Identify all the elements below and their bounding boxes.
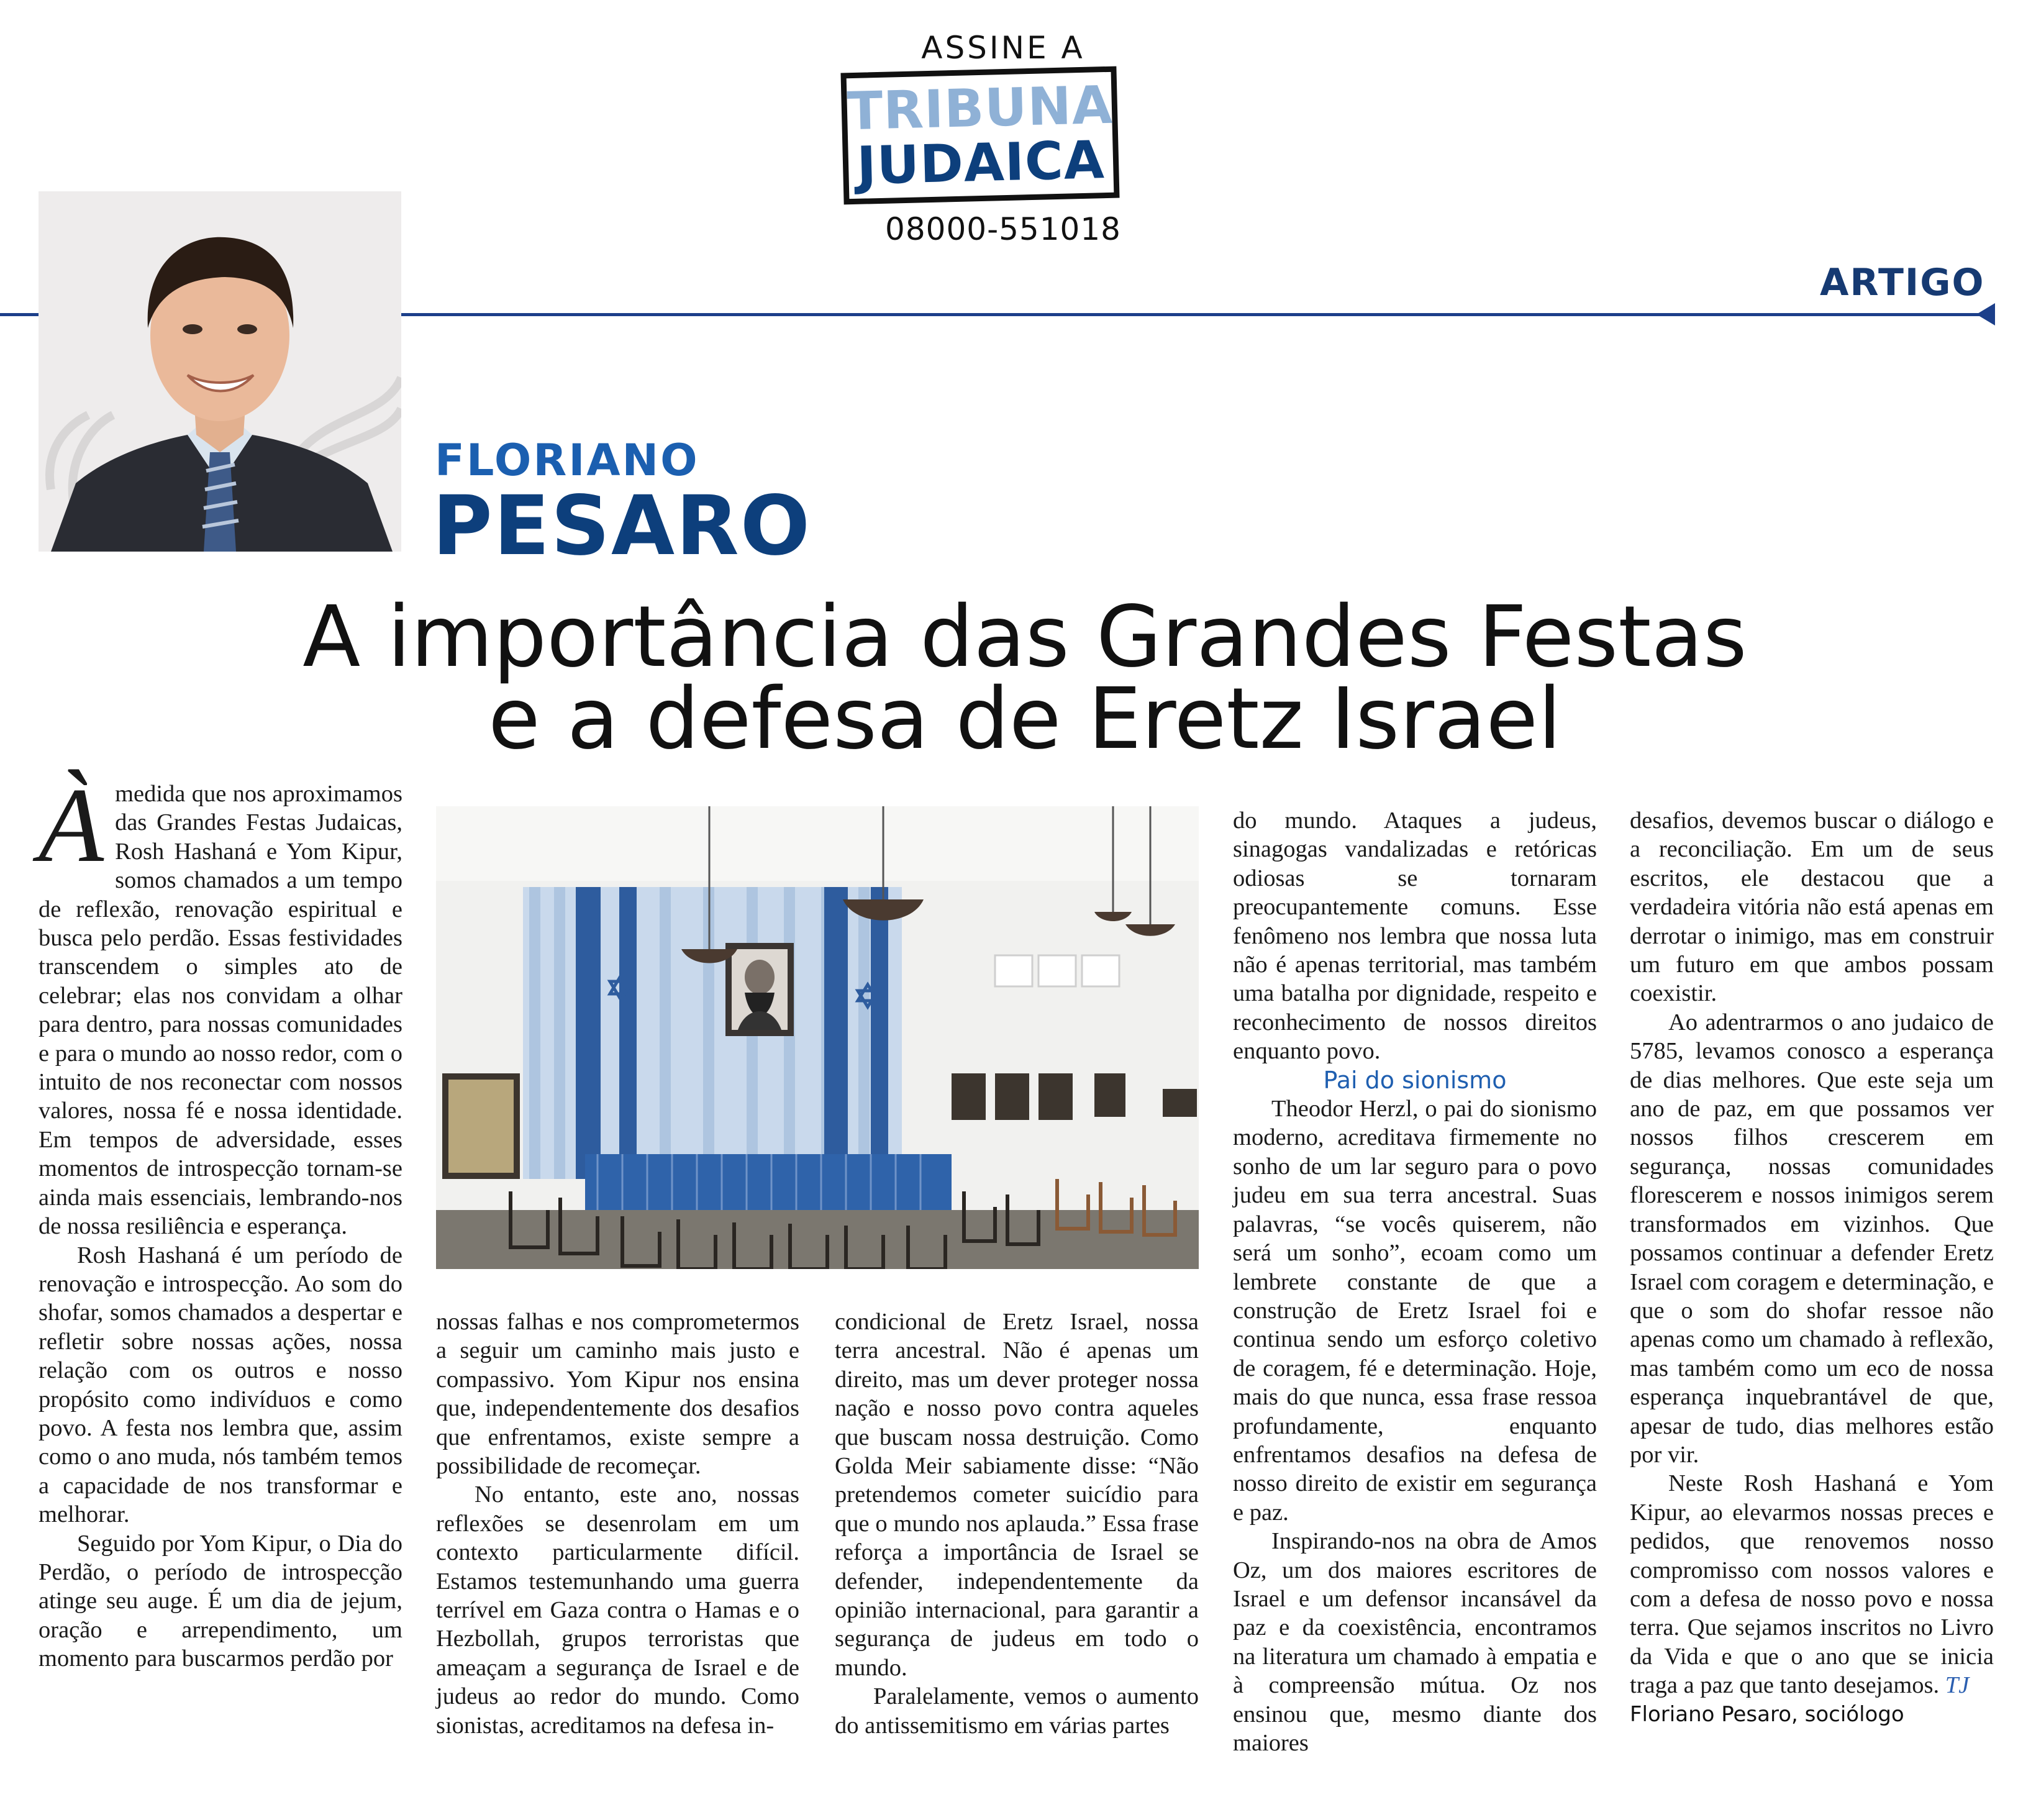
subscribe-prompt: ASSINE A	[921, 30, 1085, 66]
article-column-2	[436, 1308, 799, 1740]
subscription-phone[interactable]: 08000-551018	[885, 211, 1121, 247]
author-photo	[39, 191, 401, 552]
subheading: Pai do sionismo	[1323, 1066, 1507, 1094]
article-paragraph: Àmedida que nos aproximamos das Grandes Festas Judaicas, Rosh Hashaná e Yom Kipur, somos chamados a um tempo de reflexão, renovação espiritual e busca pelo perdão. Essas festividades transcendem o simples ato de celebrar; elas nos convidam a olhar para dentro, para nossas comunidades e para o mundo ao nosso redor, com o intuito de nos reconectar com nossos valores, nossa fé e nossa identidade. Em tempos de adversidade, esses momentos de introspecção tornam-se ainda mais essenciais, lembrando-nos de nossa resiliência e esperança.	[39, 767, 402, 1240]
article-paragraph: Ao adentrarmos o ano judaico de 5785, levamos conosco a esperança de dias melhores. Que este seja um ano de paz, em que possamos ver nossos filhos crescerem em segurança, nossas comunidades florescerem e nossos inimigos serem transformados em vizinhos. Que possamos continuar a defender Eretz Israel com coragem e determinação, e que o som do shofar ressoe não apenas como um chamado à reflexão, mas também como um eco de nossa esperança inquebrantável de que, apesar de tudo, dias melhores estão por vir.	[1630, 1009, 1994, 1468]
signoff-mark: TJ	[1945, 1672, 1970, 1699]
tribuna-judaica-logo[interactable]	[840, 66, 1119, 205]
headline-line-1: A importância das Grandes Festas	[302, 588, 1747, 686]
drop-cap: À	[39, 767, 104, 885]
portrait-frame-icon	[725, 943, 794, 1036]
logo-line-tribuna: TRIBUNA	[846, 74, 1114, 142]
logo-line-judaica: JUDAICA	[856, 129, 1106, 196]
article-headline	[124, 588, 1925, 768]
author-first-name: FLORIANO	[435, 435, 699, 486]
article-paragraph: Theodor Herzl, o pai do sionismo moderno, acreditava firmemente no sonho de um lar seguro para o povo judeu em sua terra ancestral. Suas palavras, “se vocês quiserem, não será um sonho”, ecoam como um lembrete constante de que a construção de Eretz Israel foi e continua sendo um esforço coletivo de coragem, fé e determinação. Hoje, mais do que nunca, essa frase ressoa profundamente, enquanto enfrentamos desafios na defesa de nosso direito de existir em segurança e paz.	[1233, 1096, 1597, 1526]
article-paragraph: nossas falhas e nos comprometermos a seguir um caminho mais justo e compassivo. Yom Kipur nos ensina que, independentemente dos desafios que enfrentamos, existe sempre a possibilidade de recomeçar.	[436, 1309, 799, 1480]
author-credit: Floriano Pesaro, sociólogo	[1630, 1701, 1904, 1727]
headline-line-2: e a defesa de Eretz Israel	[488, 670, 1561, 768]
article-paragraph: Inspirando-nos na obra de Amos Oz, um dos maiores escritores de Israel e um defensor incansável da paz e da coexistência, encontramos na literatura um chamado à empatia e à compreensão mútua. Oz nos ensinou que, mesmo diante dos maiores	[1233, 1528, 1597, 1756]
article-column-1	[39, 767, 402, 1673]
article-paragraph: Rosh Hashaná é um período de renovação e introspecção. Ao som do shofar, somos chamados a despertar e refletir sobre nossas ações, nossa relação com os outros e nosso propósito como indivíduos e como povo. A festa nos lembra que, assim como o ano muda, nós também temos a capacidade de nos transformar e melhorar.	[39, 1242, 402, 1528]
article-paragraph: Paralelamente, vemos o aumento do antissemitismo em várias partes	[835, 1683, 1199, 1739]
section-label: ARTIGO	[1820, 261, 1985, 304]
article-column-4	[1233, 806, 1597, 1757]
rule-arrow-icon	[1976, 303, 1995, 325]
article-paragraph: Seguido por Yom Kipur, o Dia do Perdão, o período de introspecção atinge seu auge. É um dia de jejum, oração e arrependimento, um momento para buscarmos perdão por	[39, 1530, 402, 1672]
article-paragraph: No entanto, este ano, nossas reflexões se desenrolam em um contexto particularmente difícil. Estamos testemunhando uma guerra terrível em Gaza contra o Hamas e o Hezbollah, grupos terroristas que ameaçam a segurança de Israel e de judeus ao redor do mundo. Como sionistas, acreditamos na defesa in-	[436, 1481, 799, 1739]
author-last-name: PESARO	[432, 478, 811, 574]
article-paragraph: condicional de Eretz Israel, nossa terra ancestral. Não é apenas um direito, mas um dever proteger nossa nação e nosso povo contra aqueles que buscam nossa destruição. Como Golda Meir sabiamente disse: “Não pretendemos cometer suicídio para que o mundo nos aplauda.” Essa frase reforça a importância de Israel se defender, independentemente da opinião internacional, para garantir a segurança de judeus em todo o mundo.	[835, 1309, 1199, 1681]
article-paragraph: do mundo. Ataques a judeus, sinagogas vandalizadas e retóricas odiosas se tornaram preocupantemente comuns. Esse fenômeno nos lembra que nossa luta não é apenas territorial, mas também uma batalha por dignidade, respeito e reconhecimento de nossos direitos enquanto povo.	[1233, 808, 1597, 1065]
article-column-3	[835, 1308, 1199, 1740]
article-column-5	[1630, 806, 1994, 1729]
synagogue-photo	[436, 806, 1199, 1269]
article-paragraph: Neste Rosh Hashaná e Yom Kipur, ao elevarmos nossas preces e pedidos, que renovemos nosso compromisso com nossos valores e com a defesa de nosso povo e nossa terra. Que sejamos inscritos no Livro da Vida e que o ano que se inicia traga a paz que tanto desejamos. TJ	[1630, 1470, 1994, 1699]
article-paragraph: desafios, devemos buscar o diálogo e a reconciliação. Em um de seus escritos, ele destacou que a verdadeira vitória não está apenas em derrotar o inimigo, mas em construir um futuro em que ambos possam coexistir.	[1630, 808, 1994, 1007]
